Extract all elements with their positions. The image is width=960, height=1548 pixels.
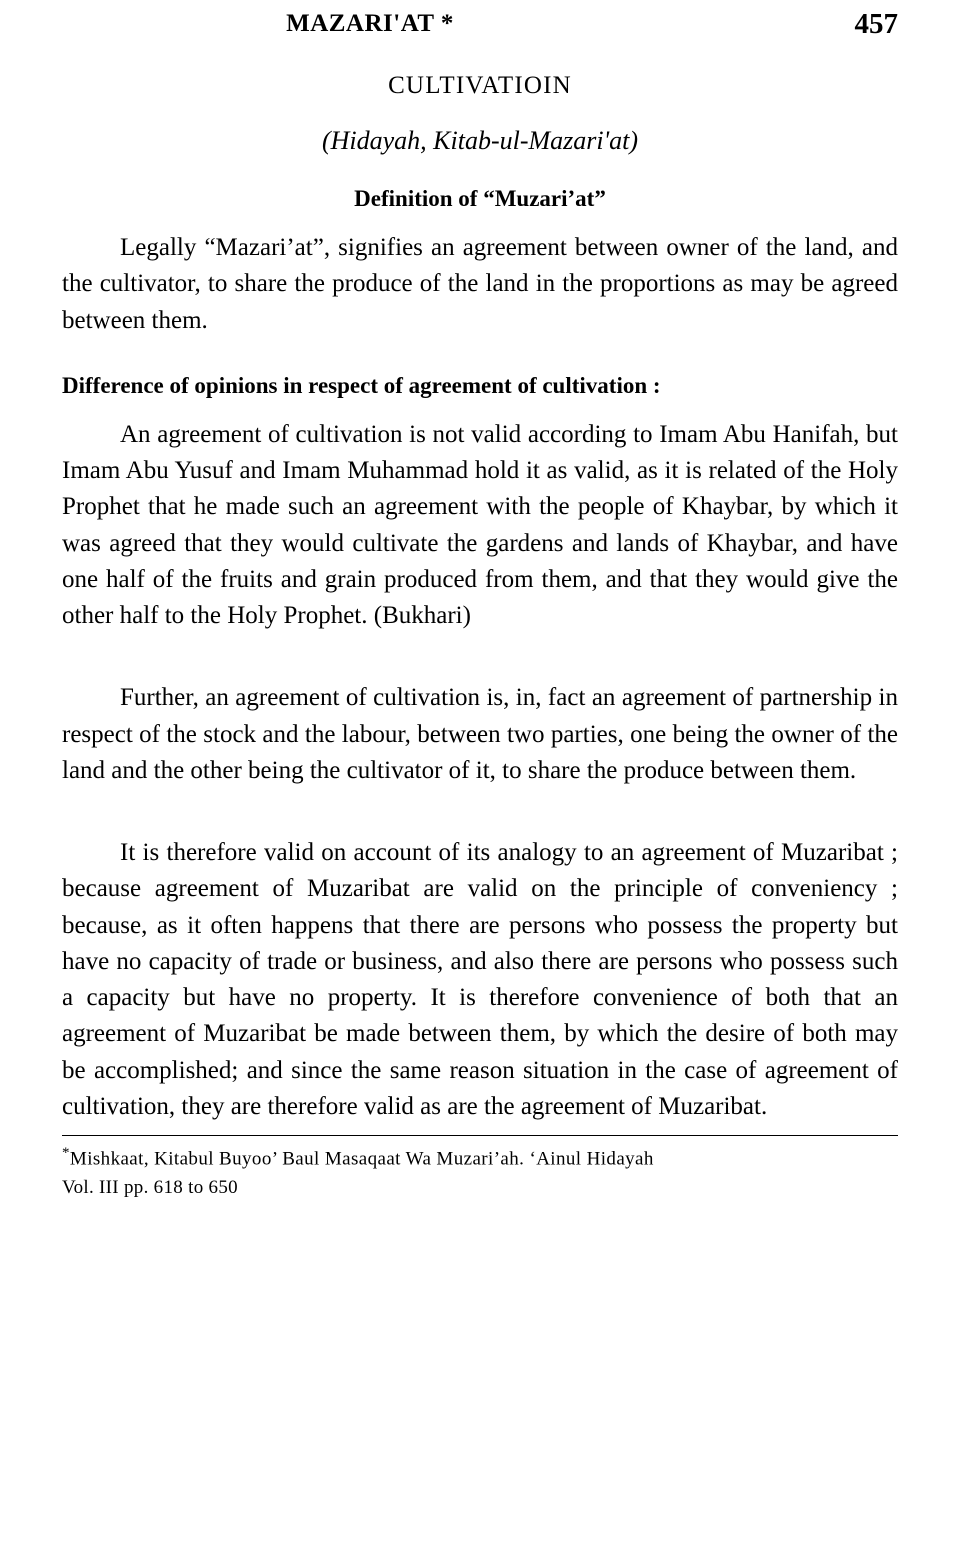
footnote-line-2: Vol. III pp. 618 to 650	[62, 1176, 238, 1198]
heading-definition: Definition of “Muzari’at”	[354, 186, 606, 211]
footnote-line-1: Mishkaat, Kitabul Buyoo’ Baul Masaqaat Wa Muzari’ah. ‘Ainul Hidayah	[69, 1148, 654, 1170]
footnote-marker: *	[62, 1145, 70, 1161]
running-title: MAZARI'AT *	[286, 10, 454, 37]
paragraph-partnership: Further, an agreement of cultivation is, in, fact an agreement of partnership in respect of the stock and the labour, between two parties, one being the owner of the land and the other being the cultivator of it, to share the produce between them.	[62, 684, 898, 784]
footnote	[62, 1142, 898, 1202]
paragraph-difference: An agreement of cultivation is not valid according to Imam Abu Hanifah, but Imam Abu Yusuf and Imam Muhammad hold it as valid, as it is related of the Holy Prophet that he made such an agreement with the people of Khaybar, by which it was agreed that they would cultivate the gardens and lands of Khaybar, and have one half of the fruits and grain produced from them, and that they would give the other half to the Holy Prophet. (Bukhari)	[62, 420, 898, 629]
page-header	[62, 8, 898, 56]
paragraph-definition: Legally “Mazari’at”, signifies an agreement between owner of the land, and the cultivator, to share the produce of the land in the proportions as may be agreed between them.	[62, 234, 898, 334]
source-reference: (Hidayah, Kitab-ul-Mazari'at)	[321, 126, 639, 155]
heading-difference-of-opinions: Difference of opinions in respect of agreement of cultivation :	[62, 372, 661, 398]
paragraph-analogy-muzaribat: It is therefore valid on account of its analogy to an agreement of Muzaribat ; because agreement of Muzaribat are valid on the principle of conveniency ; because, as it often happens that there are persons who possess the property but have no capacity of trade or business, and also there are persons who possess such a capacity but have no property. It is therefore convenience of both that an agreement of Muzaribat be made between them, by which the desire of both may be accomplished; and since the same reason situation in the case of agreement of cultivation, they are therefore valid as are the agreement of Muzaribat.	[62, 839, 898, 1120]
page-number: 457	[854, 8, 898, 40]
footnote-divider	[62, 1135, 898, 1136]
chapter-subtitle: CULTIVATIOIN	[388, 72, 572, 99]
